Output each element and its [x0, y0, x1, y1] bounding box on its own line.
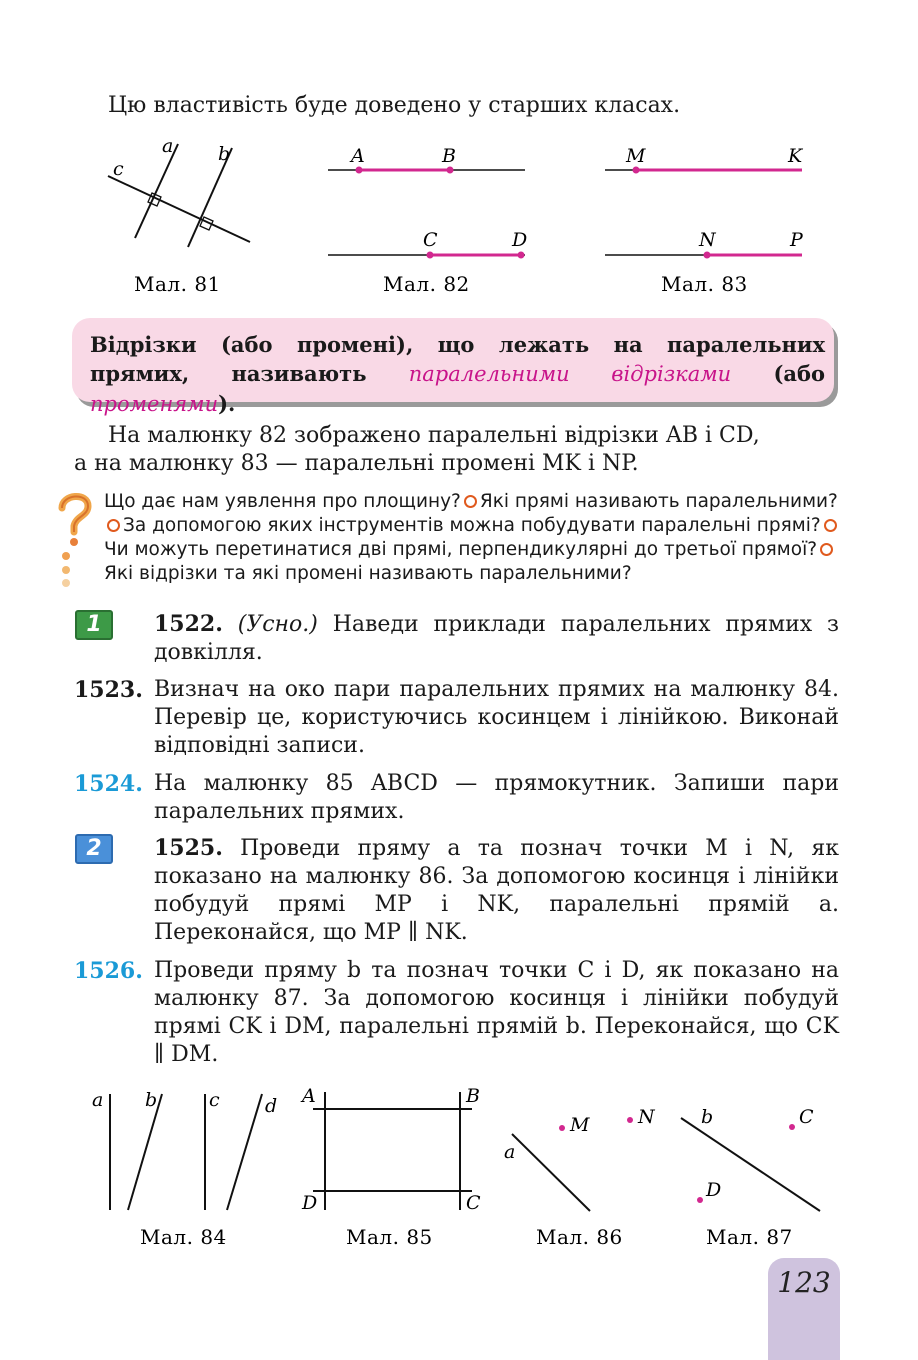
exercise-1526-number: 1526. [74, 958, 143, 984]
question-mark-icon [54, 490, 94, 590]
exercise-1525-number: 1525. [154, 835, 223, 861]
exercise-1522-number: 1522. [154, 611, 223, 637]
fig82-label-B: B [442, 145, 456, 167]
fig82-caption: Мал. 82 [383, 272, 470, 296]
fig83-label-M: M [626, 145, 646, 167]
fig84-label-c: c [209, 1089, 220, 1111]
fig81-caption: Мал. 81 [134, 272, 221, 296]
definition-part2: (або [731, 361, 826, 386]
paragraph-line2: а на малюнку 83 — паралельні промені MK і NP. [74, 451, 639, 476]
fig85-label-B: B [466, 1085, 480, 1107]
exercise-1522-body [154, 610, 839, 667]
fig83-caption: Мал. 83 [661, 272, 748, 296]
exercise-1524 [74, 770, 839, 828]
fig84-label-a: a [92, 1089, 104, 1111]
exercise-1525 [74, 834, 839, 948]
intro-text: Цю властивість буде доведено у старших класах. [108, 93, 681, 118]
fig87-label-C: C [799, 1106, 814, 1128]
level-2-badge: 2 [75, 834, 113, 864]
fig81-label-a: a [162, 135, 174, 157]
questions-text [104, 490, 844, 586]
fig84-label-d: d [265, 1095, 278, 1117]
definition-text [90, 330, 825, 419]
paragraph-line1: На малюнку 82 зображено паралельні відрізки AB і CD, [108, 423, 760, 448]
fig86-label-M: M [570, 1114, 590, 1136]
fig85-label-A: A [302, 1085, 316, 1107]
figure-81 [108, 135, 250, 296]
fig85-label-D: D [302, 1192, 318, 1214]
circle-bullet-icon [824, 519, 837, 532]
fig83-label-K: K [788, 145, 803, 167]
definition-part1: Відрізки (або промені), що лежать на паралельних прямих, називають [90, 332, 825, 386]
top-figures [0, 130, 918, 305]
question-4: Чи можуть перетинатися дві прямі, перпендикулярні до третьої прямої? [104, 539, 818, 560]
fig87-label-b: b [701, 1106, 714, 1128]
circle-bullet-icon [464, 495, 477, 508]
fig87-caption: Мал. 87 [706, 1225, 793, 1249]
fig86-caption: Мал. 86 [536, 1225, 623, 1249]
exercise-1523 [74, 676, 839, 762]
fig81-label-c: c [113, 158, 124, 180]
fig83-label-N: N [699, 229, 716, 251]
exercise-1522-text: Наведи приклади паралельних прямих з довкілля. [154, 612, 839, 665]
exercise-1526 [74, 957, 839, 1071]
fig85-caption: Мал. 85 [346, 1225, 433, 1249]
exercise-1522 [74, 610, 839, 666]
level-1-badge: 1 [75, 610, 113, 640]
fig87-label-D: D [706, 1179, 722, 1201]
fig84-caption: Мал. 84 [140, 1225, 227, 1249]
figure-86 [504, 1106, 656, 1249]
fig86-label-a: a [504, 1141, 516, 1163]
exercise-1525-text: Проведи пряму a та познач точки M і N, як показано на малюнку 86. За допомогою косинця і лінійки побудуй прямі MP і NK, паралельні прямій a. Переконайся, що MP ∥ NK. [154, 836, 839, 945]
question-2: Які прямі називають паралельними? [479, 491, 838, 512]
definition-term-segments: паралельними відрізками [408, 362, 732, 386]
exercise-1524-text: На малюнку 85 ABCD — прямокутник. Запиши пари паралельних прямих. [154, 771, 839, 824]
circle-bullet-icon [107, 519, 120, 532]
figure-87 [681, 1106, 820, 1249]
exercise-1526-text: Проведи пряму b та познач точки C і D, як показано на малюнку 87. За допомогою косинця і лінійки побудуй прямі CK і DM, паралельні прямій b. Переконайся, що CK ∥ DM. [154, 958, 839, 1067]
fig85-label-C: C [466, 1192, 481, 1214]
fig83-label-P: P [790, 229, 803, 251]
fig82-label-A: A [351, 145, 365, 167]
exercise-1523-number: 1523. [74, 677, 143, 703]
fig82-label-C: C [423, 229, 438, 251]
figure-85 [300, 1085, 481, 1249]
question-3: За допомогою яких інструментів можна побудувати паралельні прямі? [123, 515, 821, 536]
bottom-figures [0, 1080, 918, 1255]
figure-83 [605, 145, 804, 296]
figure-82 [328, 145, 527, 296]
figure-84 [92, 1089, 277, 1249]
fig84-label-b: b [145, 1089, 158, 1111]
exercise-1523-text: Визнач на око пари паралельних прямих на малюнку 84. Перевір це, користуючись косинцем і лінійкою. Виконай відповідні записи. [154, 677, 839, 758]
page-number: 123 [777, 1266, 831, 1299]
fig82-label-D: D [512, 229, 528, 251]
question-1: Що дає нам уявлення про площину? [104, 491, 461, 512]
definition-part3: ). [218, 391, 236, 416]
exercise-1525-body [154, 834, 839, 947]
definition-box [72, 318, 834, 416]
definition-term-rays: променями [90, 392, 219, 416]
exercise-1522-oral-mark: (Усно.) [237, 612, 318, 637]
page-number-tab [768, 1258, 840, 1360]
exercise-1524-number: 1524. [74, 771, 143, 797]
fig81-label-b: b [218, 143, 231, 165]
circle-bullet-icon [820, 543, 833, 556]
question-5: Які відрізки та які промені називають паралельними? [104, 563, 632, 584]
fig86-label-N: N [638, 1106, 655, 1128]
